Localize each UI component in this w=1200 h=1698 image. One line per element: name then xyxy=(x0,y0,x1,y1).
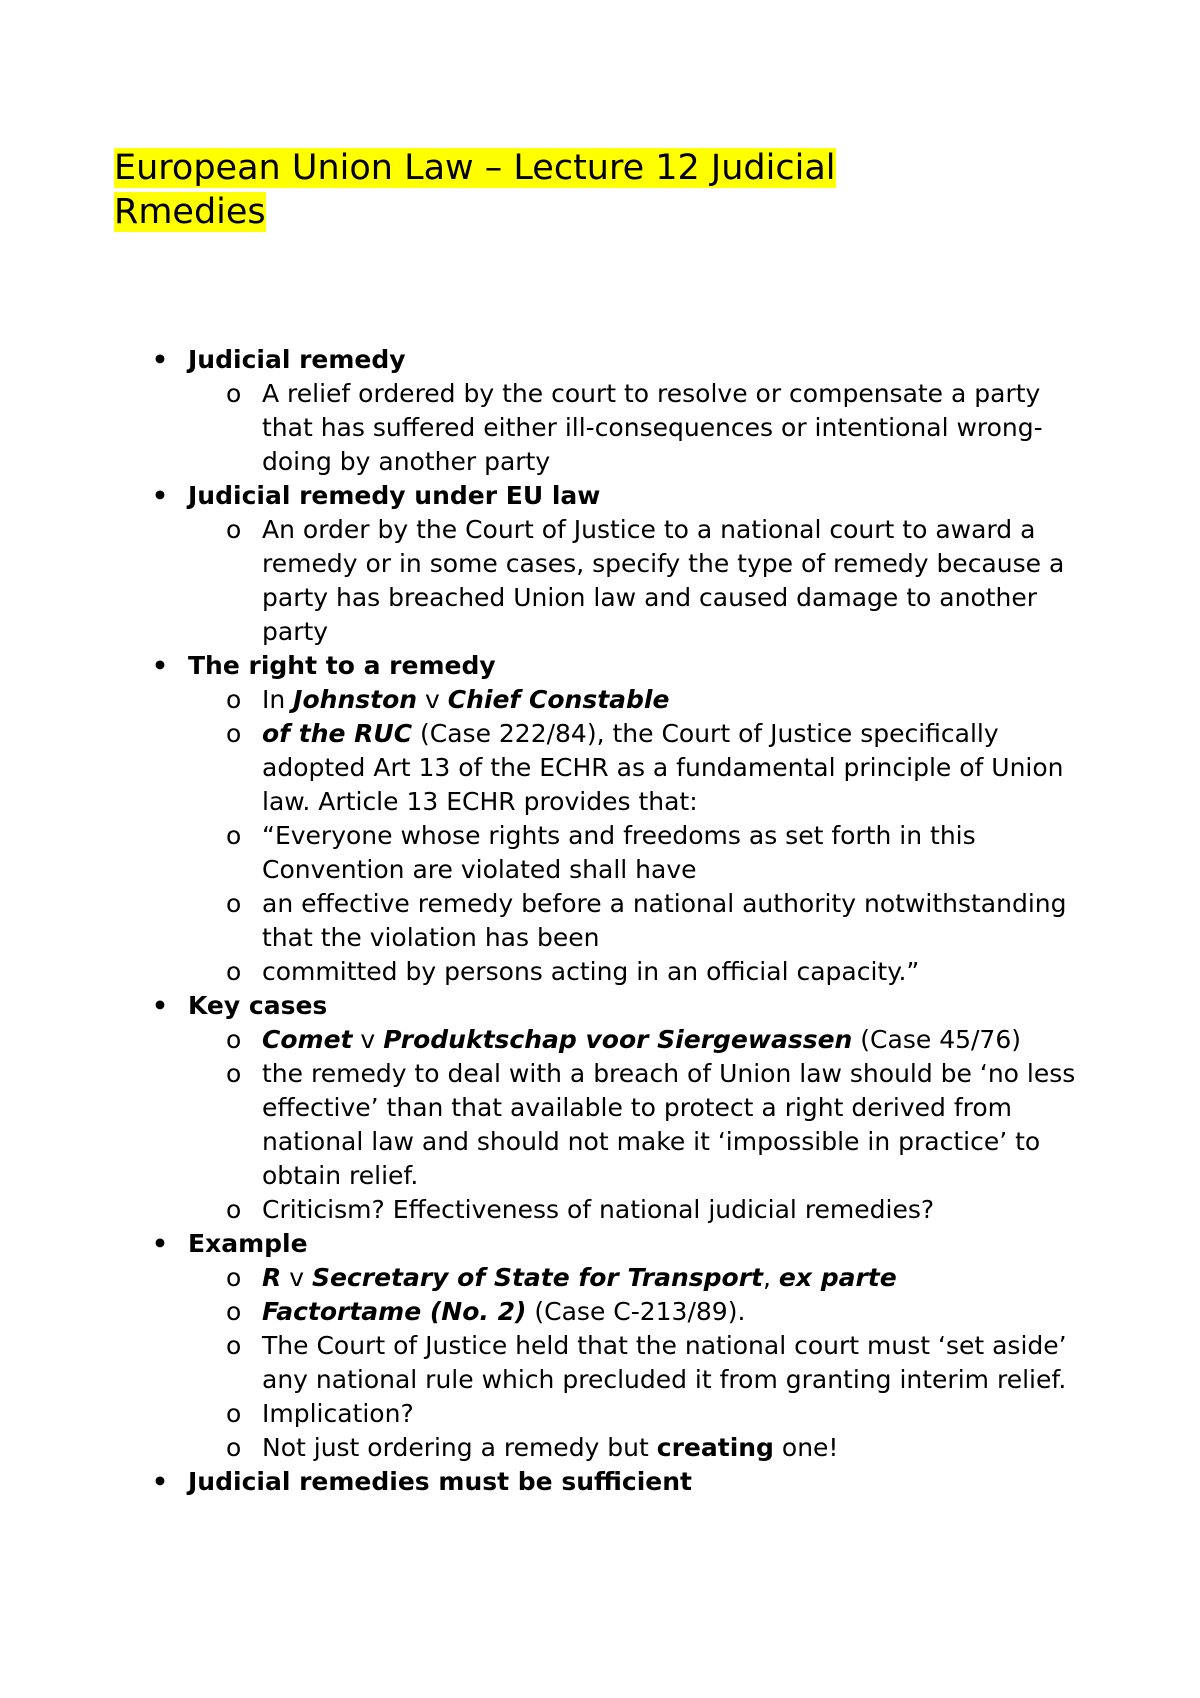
sub-item-text: (Case C-213/89). xyxy=(526,1297,746,1326)
case-name: of the RUC xyxy=(262,719,413,748)
sub-bullet-icon: o xyxy=(226,1433,242,1462)
case-versus: v xyxy=(352,1025,384,1054)
case-name: ex parte xyxy=(778,1263,897,1292)
sub-item-text: A relief ordered by the court to resolve or compensate a party that has suffered either ill-consequences or intentional wrong-doing by another party xyxy=(262,379,1043,476)
section-heading: Judicial remedies must be sufficient xyxy=(188,1467,692,1496)
sub-item xyxy=(0,1329,1092,1397)
sub-item-text: An order by the Court of Justice to a national court to award a remedy or in some cases, specify the type of remedy because a party has breached Union law and caused damage to another party xyxy=(262,515,1065,646)
sub-item-prefix: In xyxy=(262,685,294,714)
sub-item-text: the remedy to deal with a breach of Union law should be ‘no less effective’ than that available to protect a right derived from national law and should not make it ‘impossible in practice’ to obtain relief. xyxy=(262,1059,1076,1190)
sub-item xyxy=(0,683,1092,717)
sub-item-text: (Case 45/76) xyxy=(852,1025,1021,1054)
sub-item xyxy=(0,955,1092,989)
emphasis-text: creating xyxy=(656,1433,774,1462)
sub-list xyxy=(188,1023,1200,1227)
bullet-icon: • xyxy=(152,481,168,510)
sub-bullet-icon: o xyxy=(226,379,242,408)
bullet-icon: • xyxy=(152,1467,168,1496)
sub-item-text: (Case 222/84), the Court of Justice specifically adopted Art 13 of the ECHR as a fundamental principle of Union law. Article 13 ECHR provides that: xyxy=(262,719,1064,816)
sub-bullet-icon: o xyxy=(226,889,242,918)
sub-bullet-icon: o xyxy=(226,1059,242,1088)
section-heading: Key cases xyxy=(188,991,328,1020)
sub-list xyxy=(188,377,1200,479)
bullet-icon: • xyxy=(152,991,168,1020)
section-heading: Example xyxy=(188,1229,308,1258)
sub-item xyxy=(0,717,1092,819)
sub-item-text: Implication? xyxy=(262,1399,414,1428)
sub-bullet-icon: o xyxy=(226,685,242,714)
case-name: R xyxy=(262,1263,282,1292)
case-versus: v xyxy=(417,685,448,714)
section-judicial-remedy-eu xyxy=(0,479,1200,649)
sub-item xyxy=(0,513,1092,649)
section-right-to-remedy xyxy=(0,649,1200,989)
sub-list xyxy=(188,513,1200,649)
sub-bullet-icon: o xyxy=(226,1025,242,1054)
title-highlight: European Union Law – Lecture 12 Judicial Rmedies xyxy=(114,148,836,232)
page-title xyxy=(114,146,994,234)
sub-bullet-icon: o xyxy=(226,719,242,748)
sub-item xyxy=(0,1057,1092,1193)
sub-item-text: Criticism? Effectiveness of national judicial remedies? xyxy=(262,1195,935,1224)
sub-item-text: an effective remedy before a national authority notwithstanding that the violation has been xyxy=(262,889,1067,952)
sub-item-text: The Court of Justice held that the national court must ‘set aside’ any national rule which precluded it from granting interim relief. xyxy=(262,1331,1067,1394)
case-name: Chief Constable xyxy=(447,685,670,714)
section-judicial-remedy xyxy=(0,343,1200,479)
case-name: Produktschap voor Siergewassen xyxy=(383,1025,853,1054)
case-name: Johnston xyxy=(293,685,418,714)
case-name: Comet xyxy=(262,1025,353,1054)
sub-item xyxy=(0,1261,1092,1295)
sub-bullet-icon: o xyxy=(226,1195,242,1224)
bullet-icon: • xyxy=(152,345,168,374)
sub-bullet-icon: o xyxy=(226,1331,242,1360)
sub-bullet-icon: o xyxy=(226,1297,242,1326)
section-heading: Judicial remedy under EU law xyxy=(188,481,601,510)
bullet-icon: • xyxy=(152,1229,168,1258)
case-versus: v xyxy=(281,1263,312,1292)
section-heading: Judicial remedy xyxy=(188,345,406,374)
sub-bullet-icon: o xyxy=(226,957,242,986)
section-example xyxy=(0,1227,1200,1465)
section-key-cases xyxy=(0,989,1200,1227)
case-name: Factortame (No. 2) xyxy=(262,1297,527,1326)
sub-item-text: “Everyone whose rights and freedoms as set forth in this Convention are violated shall have xyxy=(262,821,976,884)
sub-item xyxy=(0,1397,1092,1431)
sub-list xyxy=(188,683,1200,989)
sub-item xyxy=(0,377,1092,479)
sub-bullet-icon: o xyxy=(226,821,242,850)
sub-item xyxy=(0,1023,1092,1057)
sub-item xyxy=(0,887,1092,955)
sub-item xyxy=(0,1295,1092,1329)
sub-item-text: committed by persons acting in an official capacity.” xyxy=(262,957,920,986)
sub-list xyxy=(188,1261,1200,1465)
sub-bullet-icon: o xyxy=(226,515,242,544)
sub-item xyxy=(0,819,1092,887)
bullet-icon: • xyxy=(152,651,168,680)
section-remedies-sufficient xyxy=(0,1465,1200,1499)
case-separator: , xyxy=(763,1263,779,1292)
sub-item-prefix: Not just ordering a remedy but xyxy=(262,1433,657,1462)
sub-item xyxy=(0,1431,1092,1465)
case-name: Secretary of State for Transport xyxy=(311,1263,763,1292)
section-heading: The right to a remedy xyxy=(188,651,496,680)
lecture-outline xyxy=(0,343,1200,1499)
sub-bullet-icon: o xyxy=(226,1263,242,1292)
sub-bullet-icon: o xyxy=(226,1399,242,1428)
sub-item-suffix: one! xyxy=(773,1433,839,1462)
sub-item xyxy=(0,1193,1092,1227)
